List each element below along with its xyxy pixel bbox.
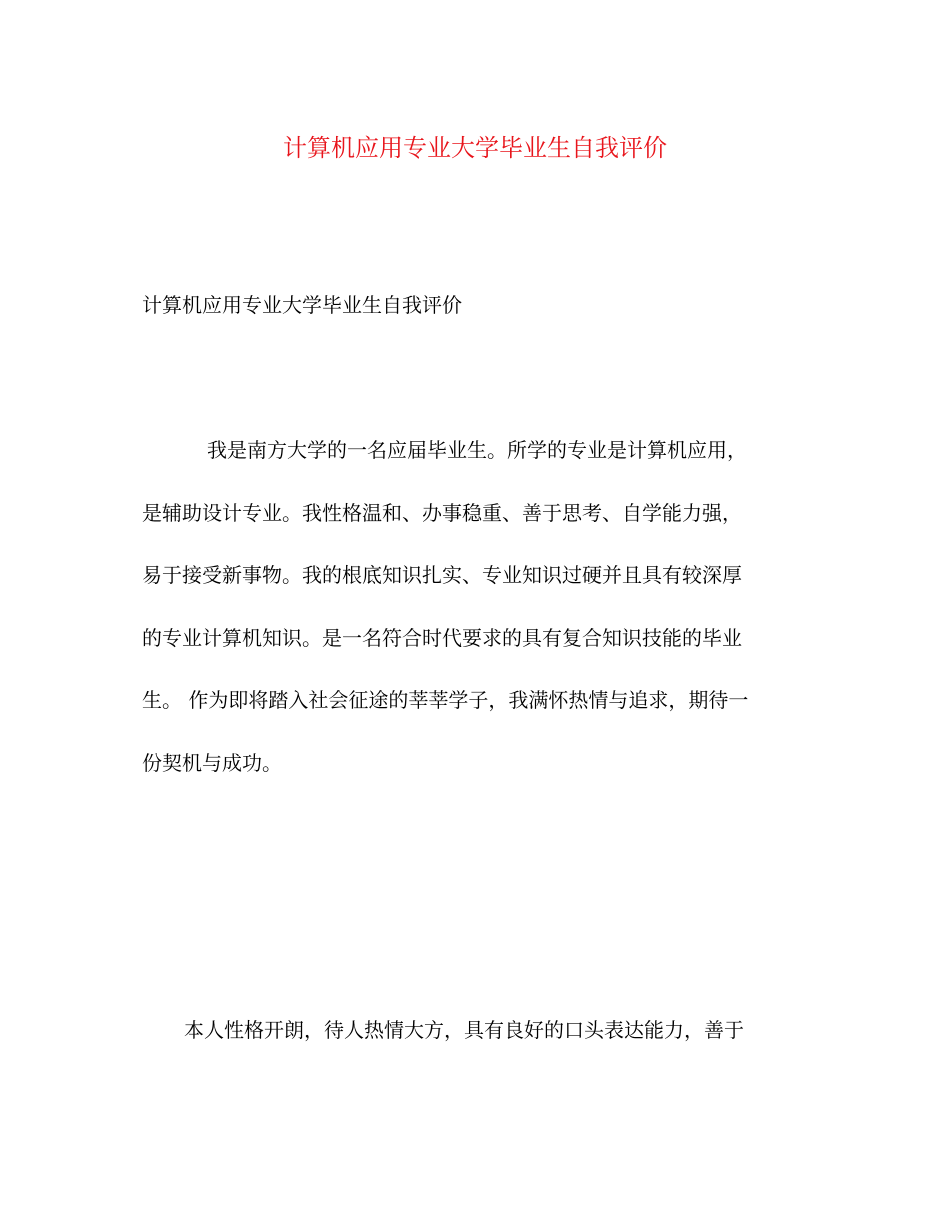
- paragraph-line: 是辅助设计专业。我性格温和、办事稳重、善于思考、自学能力强，: [142, 500, 742, 525]
- paragraph-line: 生。 作为即将踏入社会征途的莘莘学子，我满怀热情与追求，期待一: [142, 688, 749, 712]
- document-title: 计算机应用专业大学毕业生自我评价: [283, 134, 667, 162]
- paragraph-line: 份契机与成功。: [142, 750, 282, 775]
- document-subtitle: 计算机应用专业大学毕业生自我评价: [142, 293, 462, 317]
- paragraph-1: [142, 435, 822, 810]
- paragraph-line: 易于接受新事物。我的根底知识扎实、专业知识过硬并且具有较深厚: [142, 563, 742, 587]
- paragraph-line: 的专业计算机知识。是一名符合时代要求的具有复合知识技能的毕业: [142, 625, 742, 650]
- paragraph-2: [142, 1015, 822, 1078]
- paragraph-line: 我是南方大学的一名应届毕业生。所学的专业是计算机应用，: [207, 438, 747, 462]
- paragraph-line: 本人性格开朗，待人热情大方，具有良好的口头表达能力，善于: [184, 1018, 744, 1042]
